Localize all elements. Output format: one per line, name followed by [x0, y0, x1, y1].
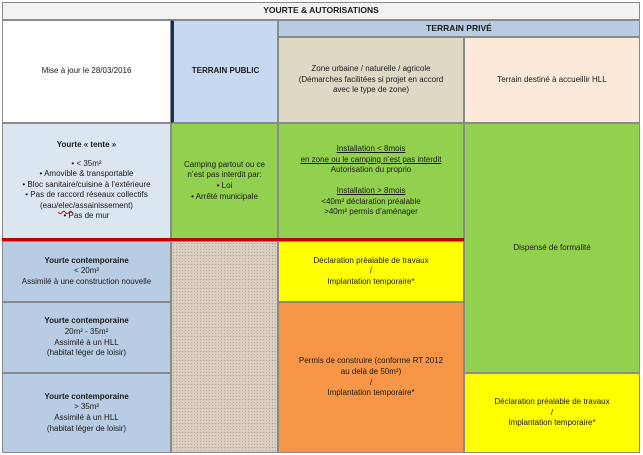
- cell-line: (habitat léger de loisir): [46, 423, 127, 433]
- tente-public-cell: [171, 123, 278, 239]
- zone-header: [278, 37, 464, 123]
- list-item: • Pas de mur: [63, 211, 110, 221]
- cell-line: (habitat léger de loisir): [46, 348, 127, 358]
- cell-line: Autorisation du proprio: [330, 165, 412, 175]
- yourte-c3-cell: [2, 373, 171, 453]
- cell-line: < 20m²: [73, 266, 100, 276]
- yourte-c2-cell: [2, 302, 171, 373]
- zone-header-line: Zone urbaine / naturelle / agricole: [311, 64, 431, 74]
- yourte-c1-title: Yourte contemporaine: [44, 255, 129, 265]
- terrain-public-header: [171, 20, 278, 123]
- cell-line: • Arrêté municipale: [191, 191, 258, 201]
- cell-line: au delà de 50m²): [340, 366, 402, 376]
- list-item-text: elec: [58, 200, 73, 210]
- orange-permis-cell: [278, 302, 464, 453]
- cell-line: Assimilé à un HLL: [54, 337, 119, 347]
- hll-header-text: Terrain destiné à accueillir HLL: [497, 74, 607, 84]
- cell-line: Déclaration préalable de travaux: [313, 255, 429, 265]
- cell-line: Implantation temporaire*: [327, 276, 415, 286]
- hll-dispense-text: Dispensé de formalité: [513, 242, 591, 252]
- cell-line: Assimilé à une construction nouvelle: [21, 276, 152, 286]
- cell-line: Installation > 8mois: [336, 186, 406, 195]
- cell-line: /: [369, 377, 373, 387]
- yourte-c2-title: Yourte contemporaine: [44, 316, 129, 326]
- cell-line: /: [369, 266, 373, 276]
- yellow-c1-cell: [278, 241, 464, 302]
- terrain-public-text: TERRAIN PUBLIC: [191, 66, 260, 76]
- yourte-tente-cell: [2, 123, 171, 239]
- cell-line: en zone ou le camping n’est pas interdit: [300, 154, 442, 164]
- list-item: • Amovible & transportable: [39, 169, 134, 179]
- tente-zone-cell: [278, 123, 464, 239]
- list-item-text: (eau/: [40, 200, 59, 210]
- hll-header: [464, 37, 640, 123]
- cell-line: • Loi: [216, 181, 233, 190]
- cell-line: >40m² permis d’aménager: [324, 207, 418, 217]
- update-date: Mise à jour le 28/03/2016: [41, 66, 132, 76]
- list-item: • Bloc sanitaire/cuisine à l’extérieure: [22, 179, 151, 189]
- cell-line: /: [550, 407, 554, 417]
- cell-line: Assimilé à un HLL: [54, 413, 119, 422]
- zone-header-line: avec le type de zone): [332, 85, 410, 95]
- cell-line: Permis de construire (conforme RT 2012: [298, 356, 444, 366]
- hll-dispense-cell: [464, 123, 640, 373]
- cell-line: Déclaration préalable de travaux: [494, 397, 610, 407]
- list-item: [3, 201, 170, 212]
- cell-line: 20m² - 35m²: [64, 326, 109, 336]
- yourte-tente-title: Yourte « tente »: [56, 140, 117, 150]
- list-item: • < 35m²: [71, 158, 102, 168]
- cell-line: Camping partout ou ce: [184, 159, 265, 169]
- list-item: • Pas de raccord réseaux collectifs: [25, 190, 148, 200]
- yellow-c3-hll-cell: [464, 373, 640, 453]
- update-date-cell: [2, 20, 171, 123]
- cell-line: Implantation temporaire*: [327, 388, 415, 398]
- page-title: [2, 2, 640, 20]
- cell-line: Implantation temporaire*: [508, 418, 596, 428]
- yourte-c3-title: Yourte contemporaine: [44, 391, 129, 401]
- list-item-text: /assainissement): [72, 200, 133, 210]
- terrain-prive-header: [278, 20, 640, 37]
- terrain-prive-text: TERRAIN PRIVÉ: [426, 22, 492, 33]
- yourte-c1-cell: [2, 241, 171, 302]
- page-title-text: YOURTE & AUTORISATIONS: [263, 5, 379, 16]
- public-pattern-cell: [171, 241, 278, 453]
- cell-line: n’est pas interdit par:: [187, 170, 262, 180]
- cell-line: > 35m²: [73, 402, 100, 412]
- cell-line: Installation < 8mois: [336, 144, 406, 154]
- zone-header-line: (Démarches facilitées si projet en accord: [298, 74, 444, 84]
- cell-line: <40m² déclaration préalable: [321, 196, 421, 206]
